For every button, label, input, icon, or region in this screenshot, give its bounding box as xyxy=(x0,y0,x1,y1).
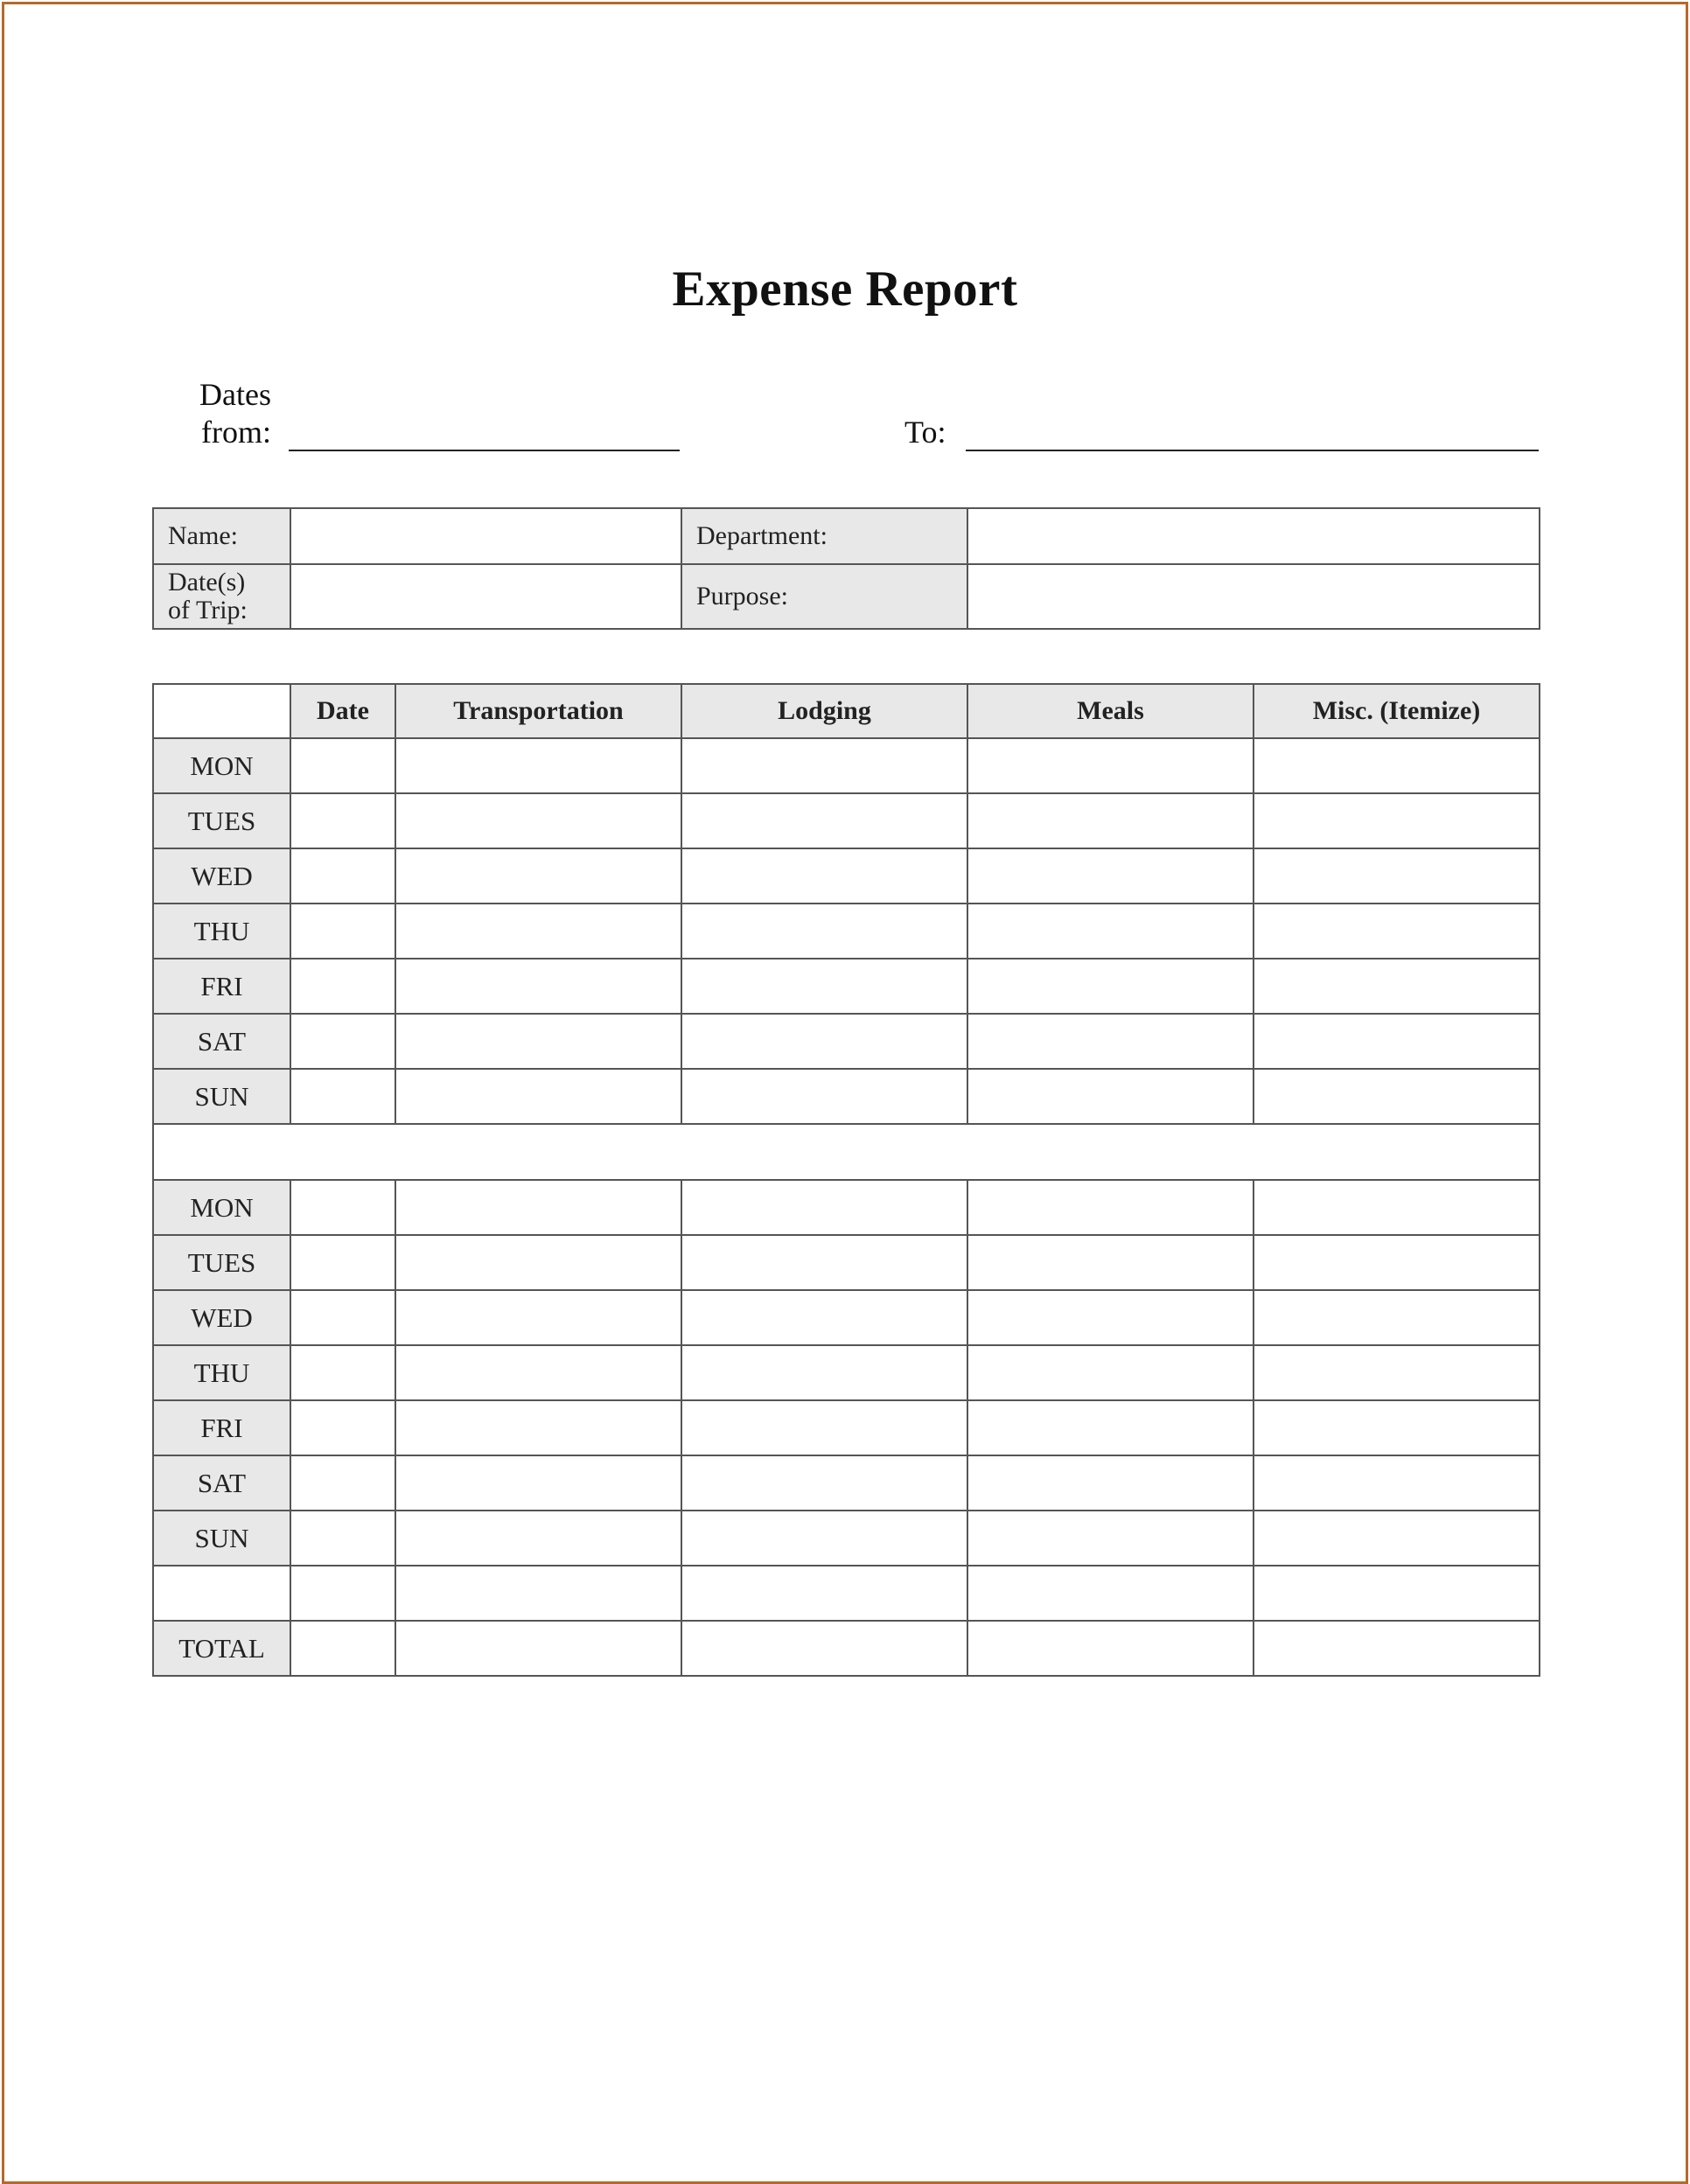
transportation-cell[interactable] xyxy=(395,1511,681,1566)
lodging-cell[interactable] xyxy=(681,1511,967,1566)
misc-cell[interactable] xyxy=(1254,1455,1540,1511)
total-row xyxy=(153,1621,1540,1676)
transportation-cell[interactable] xyxy=(395,1180,681,1235)
week-separator-row xyxy=(153,1124,1540,1180)
meals-cell[interactable] xyxy=(967,1511,1254,1566)
misc-cell[interactable] xyxy=(1254,1345,1540,1400)
transportation-cell[interactable] xyxy=(395,1235,681,1290)
misc-cell[interactable] xyxy=(1254,1180,1540,1235)
lodging-cell[interactable] xyxy=(681,959,967,1014)
expense-table-body xyxy=(153,738,1540,1676)
dates-to-field[interactable] xyxy=(966,450,1539,451)
lodging-cell[interactable] xyxy=(681,1290,967,1345)
date-cell[interactable] xyxy=(290,959,395,1014)
name-label: Name: xyxy=(153,508,290,564)
from-label: from: xyxy=(201,415,271,450)
row-day-label: SUN xyxy=(153,1069,290,1124)
row-day-label: WED xyxy=(153,848,290,904)
lodging-cell[interactable] xyxy=(681,1180,967,1235)
misc-cell[interactable] xyxy=(1254,1069,1540,1124)
row-day-label: SAT xyxy=(153,1014,290,1069)
row-day-label xyxy=(153,1566,290,1621)
lodging-cell[interactable] xyxy=(681,1566,967,1621)
expense-table xyxy=(152,683,1540,1677)
header-date: Date xyxy=(290,684,395,738)
dates-of-trip-label-line1: Date(s) xyxy=(168,568,246,597)
transportation-cell[interactable] xyxy=(395,1566,681,1621)
meals-cell[interactable] xyxy=(967,1180,1254,1235)
lodging-cell[interactable] xyxy=(681,1014,967,1069)
row-day-label: WED xyxy=(153,1290,290,1345)
transportation-cell[interactable] xyxy=(395,1400,681,1455)
date-cell[interactable] xyxy=(290,848,395,904)
week1-day-row xyxy=(153,1014,1540,1069)
blank-extra-row xyxy=(153,1566,1540,1621)
date-cell[interactable] xyxy=(290,1180,395,1235)
header-meals: Meals xyxy=(967,684,1254,738)
misc-cell[interactable] xyxy=(1254,1290,1540,1345)
expense-header-row xyxy=(153,684,1540,738)
date-cell[interactable] xyxy=(290,904,395,959)
date-cell[interactable] xyxy=(290,1621,395,1676)
transportation-cell[interactable] xyxy=(395,1345,681,1400)
lodging-cell[interactable] xyxy=(681,1345,967,1400)
lodging-cell[interactable] xyxy=(681,904,967,959)
week2-day-row xyxy=(153,1345,1540,1400)
meals-cell[interactable] xyxy=(967,1069,1254,1124)
row-day-label: TOTAL xyxy=(153,1621,290,1676)
page-title: Expense Report xyxy=(672,262,1018,317)
week1-day-row xyxy=(153,848,1540,904)
traveler-info-table xyxy=(152,507,1540,630)
transportation-cell[interactable] xyxy=(395,1069,681,1124)
week2-day-row xyxy=(153,1400,1540,1455)
dates-of-trip-label-line2: of Trip: xyxy=(168,596,248,624)
date-cell[interactable] xyxy=(290,1455,395,1511)
meals-cell[interactable] xyxy=(967,1345,1254,1400)
lodging-cell[interactable] xyxy=(681,793,967,848)
date-cell[interactable] xyxy=(290,1290,395,1345)
date-cell[interactable] xyxy=(290,1235,395,1290)
lodging-cell[interactable] xyxy=(681,1400,967,1455)
date-cell[interactable] xyxy=(290,1400,395,1455)
date-cell[interactable] xyxy=(290,1566,395,1621)
lodging-cell[interactable] xyxy=(681,1069,967,1124)
date-cell[interactable] xyxy=(290,1511,395,1566)
misc-cell[interactable] xyxy=(1254,959,1540,1014)
misc-cell[interactable] xyxy=(1254,904,1540,959)
meals-cell[interactable] xyxy=(967,738,1254,793)
week-separator-cell xyxy=(153,1124,1540,1180)
transportation-cell[interactable] xyxy=(395,738,681,793)
misc-cell[interactable] xyxy=(1254,1511,1540,1566)
info-row-name xyxy=(153,508,1540,564)
transportation-cell[interactable] xyxy=(395,1621,681,1676)
date-cell[interactable] xyxy=(290,1345,395,1400)
lodging-cell[interactable] xyxy=(681,1235,967,1290)
row-day-label: TUES xyxy=(153,1235,290,1290)
dates-label: Dates xyxy=(199,377,271,412)
row-day-label: MON xyxy=(153,738,290,793)
date-cell[interactable] xyxy=(290,793,395,848)
transportation-cell[interactable] xyxy=(395,959,681,1014)
lodging-cell[interactable] xyxy=(681,1455,967,1511)
row-day-label: FRI xyxy=(153,1400,290,1455)
week2-day-row xyxy=(153,1235,1540,1290)
week2-day-row xyxy=(153,1290,1540,1345)
to-label: To: xyxy=(904,415,946,450)
row-day-label: THU xyxy=(153,1345,290,1400)
row-day-label: THU xyxy=(153,904,290,959)
meals-cell[interactable] xyxy=(967,1235,1254,1290)
date-cell[interactable] xyxy=(290,738,395,793)
week2-day-row xyxy=(153,1455,1540,1511)
row-day-label: FRI xyxy=(153,959,290,1014)
misc-cell[interactable] xyxy=(1254,1400,1540,1455)
misc-cell[interactable] xyxy=(1254,1014,1540,1069)
week1-day-row xyxy=(153,738,1540,793)
misc-cell[interactable] xyxy=(1254,793,1540,848)
transportation-cell[interactable] xyxy=(395,1455,681,1511)
dates-of-trip-field[interactable] xyxy=(290,564,681,629)
week1-day-row xyxy=(153,904,1540,959)
header-transportation: Transportation xyxy=(395,684,681,738)
header-lodging: Lodging xyxy=(681,684,967,738)
meals-cell[interactable] xyxy=(967,1566,1254,1621)
purpose-label: Purpose: xyxy=(681,564,967,629)
lodging-cell[interactable] xyxy=(681,738,967,793)
department-label: Department: xyxy=(681,508,967,564)
transportation-cell[interactable] xyxy=(395,904,681,959)
misc-cell[interactable] xyxy=(1254,1566,1540,1621)
meals-cell[interactable] xyxy=(967,1400,1254,1455)
row-day-label: SUN xyxy=(153,1511,290,1566)
lodging-cell[interactable] xyxy=(681,1621,967,1676)
meals-cell[interactable] xyxy=(967,1455,1254,1511)
week1-day-row xyxy=(153,1069,1540,1124)
name-field[interactable] xyxy=(290,508,681,564)
dates-of-trip-label xyxy=(153,564,290,629)
meals-cell[interactable] xyxy=(967,904,1254,959)
week1-day-row xyxy=(153,959,1540,1014)
purpose-field[interactable] xyxy=(967,564,1540,629)
row-day-label: MON xyxy=(153,1180,290,1235)
transportation-cell[interactable] xyxy=(395,1014,681,1069)
week2-day-row xyxy=(153,1511,1540,1566)
transportation-cell[interactable] xyxy=(395,848,681,904)
meals-cell[interactable] xyxy=(967,793,1254,848)
dates-from-field[interactable] xyxy=(289,450,680,451)
info-row-trip xyxy=(153,564,1540,629)
meals-cell[interactable] xyxy=(967,1621,1254,1676)
misc-cell[interactable] xyxy=(1254,1621,1540,1676)
row-day-label: TUES xyxy=(153,793,290,848)
transportation-cell[interactable] xyxy=(395,1290,681,1345)
misc-cell[interactable] xyxy=(1254,738,1540,793)
meals-cell[interactable] xyxy=(967,848,1254,904)
week2-day-row xyxy=(153,1180,1540,1235)
header-misc: Misc. (Itemize) xyxy=(1254,684,1540,738)
date-cell[interactable] xyxy=(290,1069,395,1124)
meals-cell[interactable] xyxy=(967,959,1254,1014)
department-field[interactable] xyxy=(967,508,1540,564)
meals-cell[interactable] xyxy=(967,1014,1254,1069)
transportation-cell[interactable] xyxy=(395,793,681,848)
date-cell[interactable] xyxy=(290,1014,395,1069)
row-day-label: SAT xyxy=(153,1455,290,1511)
misc-cell[interactable] xyxy=(1254,1235,1540,1290)
meals-cell[interactable] xyxy=(967,1290,1254,1345)
header-day-blank xyxy=(153,684,290,738)
week1-day-row xyxy=(153,793,1540,848)
lodging-cell[interactable] xyxy=(681,848,967,904)
misc-cell[interactable] xyxy=(1254,848,1540,904)
